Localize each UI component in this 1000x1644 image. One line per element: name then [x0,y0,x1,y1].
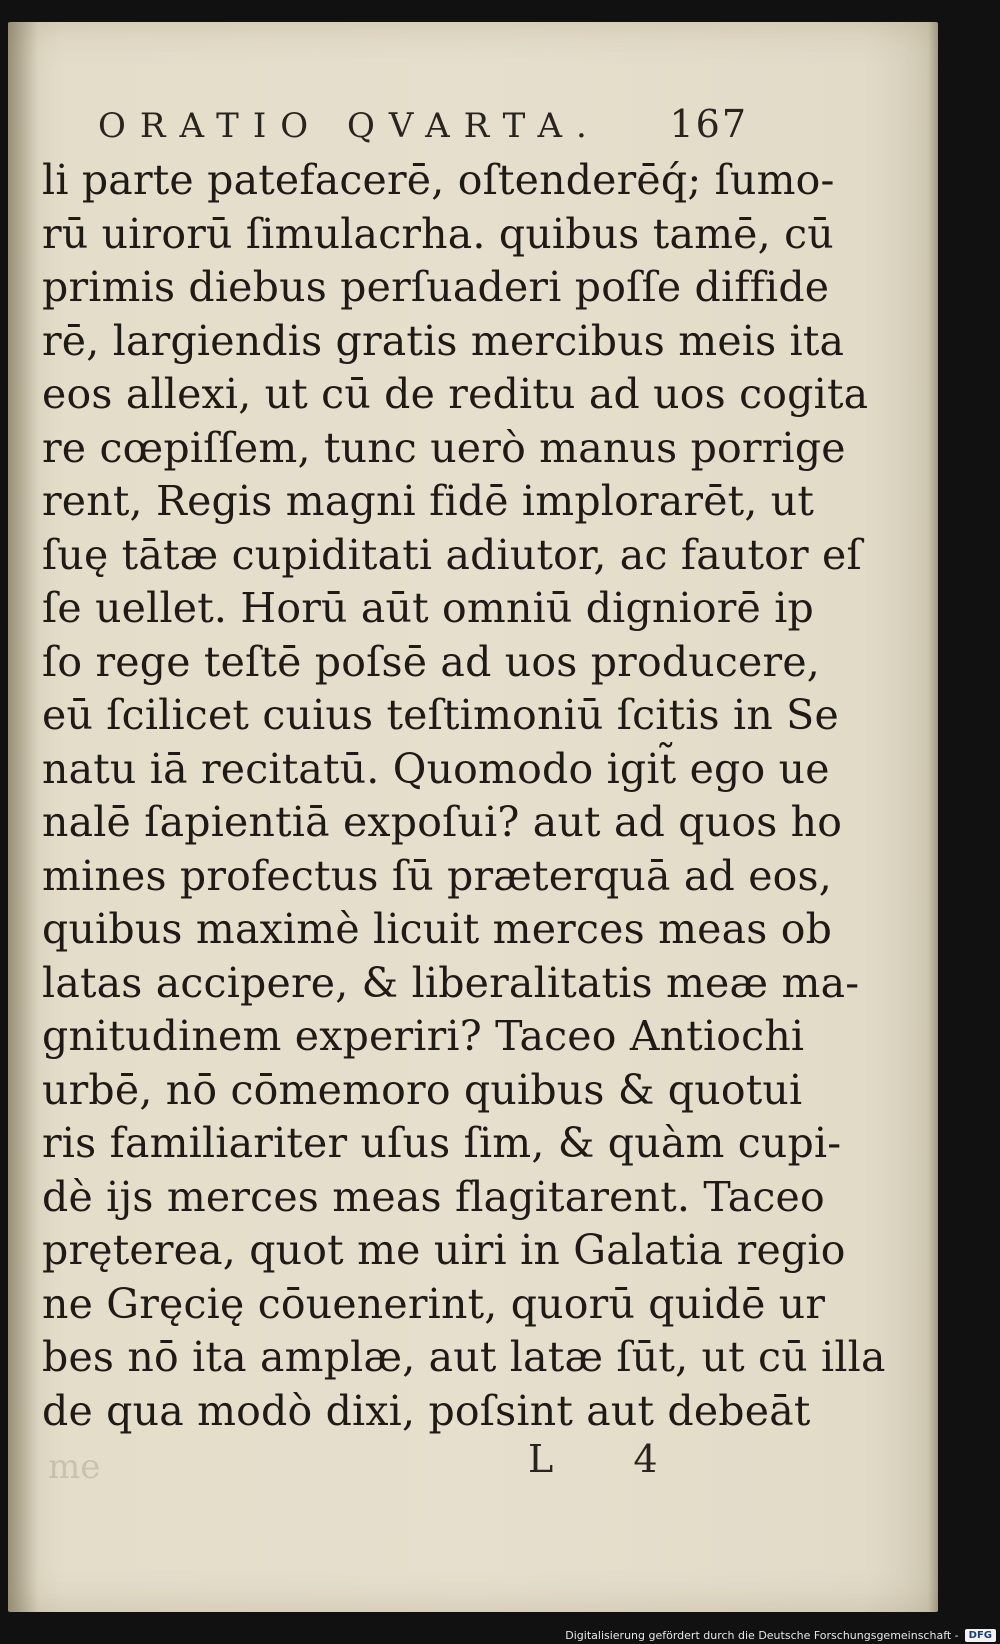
text-line: ne Gręcię cōuenerint, quorū quidē ur [42,1279,826,1328]
text-line: latas accipere, & liberalitatis meæ ma- [42,958,860,1007]
running-title: ORATIO QVARTA. [98,106,601,146]
text-line: rē, largiendis gratis mercibus meis ita [42,316,845,365]
text-line: ſe uellet. Horū aūt omniū digniorē ip [42,584,814,632]
running-head [98,102,748,146]
text-line: ris familiariter uſus ſim, & quàm cupi- [42,1119,842,1167]
text-line: rū uirorū ſimulacrha. quibus tamē, cū [42,209,834,258]
text-line: natu iā recitatū. Quomodo igit̃ ego ue [42,744,830,793]
dfg-logo: DFG [965,1629,996,1642]
book-page [8,22,938,1612]
text-line: eū ſcilicet cuius teſtimoniū ſcitis in Se [42,691,839,739]
text-line: de qua modò dixi, poſsint aut debeāt [42,1386,811,1435]
bleed-through-text: me [48,1447,101,1487]
signature-mark: L 4 [528,1437,692,1481]
text-line: gnitudinem experiri? Taceo Antiochi [42,1012,805,1060]
text-line: eos allexi, ut cū de reditu ad uos cogita [42,370,869,418]
text-line: ſo rege teſtē poſsē ad uos producere, [42,637,821,686]
text-line: urbē, nō cōmemoro quibus & quotui [42,1065,803,1114]
body-text [42,154,886,1438]
page-edge-shadow [928,22,938,1612]
text-line: rent, Regis magni fidē implorarēt, ut [42,477,815,525]
text-line: re cœpiſſem, tunc uerò manus porrige [42,423,846,472]
text-line: primis diebus perſuaderi poſſe diffide [42,263,830,311]
text-line: bes nō ita amplæ, aut latæ ſūt, ut cū illa [42,1333,886,1381]
gutter-shadow [8,22,38,1612]
text-line: pręterea, quot me uiri in Galatia regio [42,1226,846,1274]
text-line: nalē ſapientiā expoſui? aut ad quos ho [42,798,843,846]
funding-credit [565,1629,996,1642]
page-number: 167 [669,102,748,146]
text-line: quibus maximè licuit merces meas ob [42,905,833,953]
text-line: mines profectus ſū præterquā ad eos, [42,851,833,900]
text-line: ſuę tātæ cupiditati adiutor, ac fautor eſ [42,530,862,579]
text-line: dè ijs merces meas flagitarent. Taceo [42,1172,825,1221]
credit-text: Digitalisierung gefördert durch die Deutsche Forschungsgemeinschaft - [565,1629,959,1642]
text-line: li parte patefacerē, oſtenderēq́; ſumo- [42,156,835,204]
